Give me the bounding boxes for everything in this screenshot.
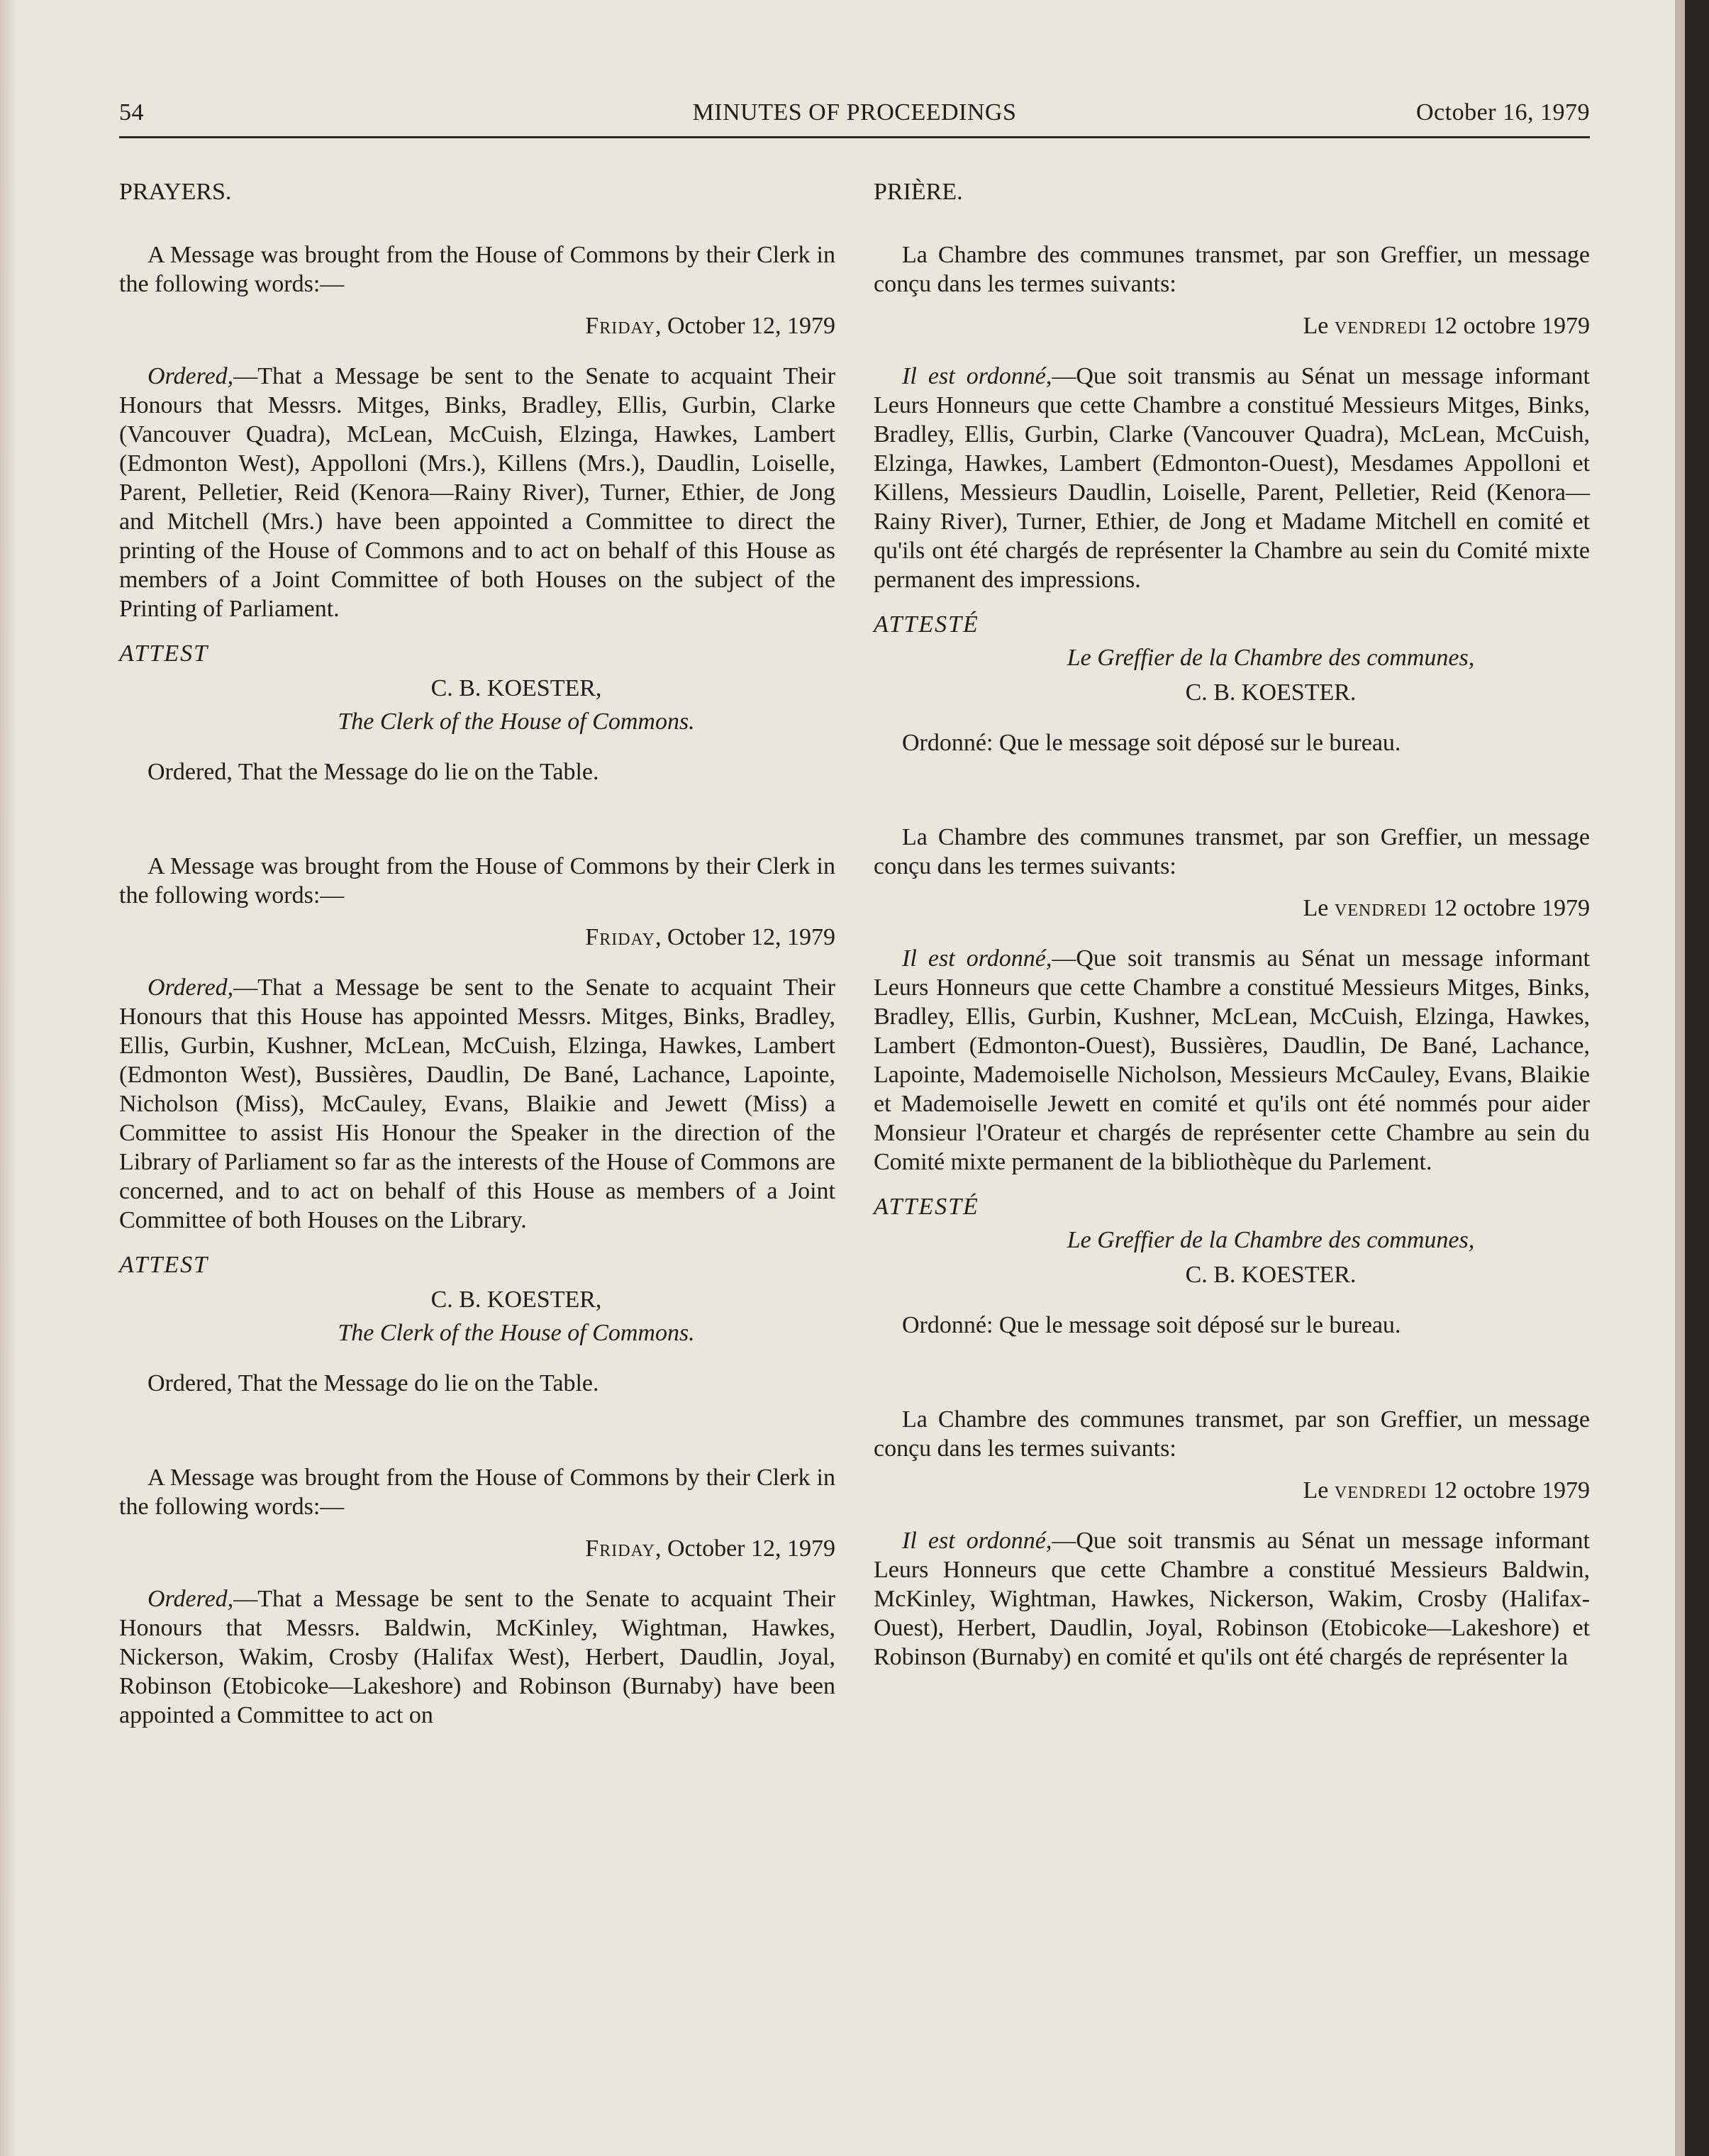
ordered-tabled: Ordonné: Que le message soit déposé sur le bureau. <box>902 1312 1401 1338</box>
message-intro: La Chambre des communes transmet, par son Greffier, un message conçu dans les termes suivants: <box>874 824 1590 879</box>
dateline-date: 12 octobre 1979 <box>1427 313 1590 339</box>
signer-name: C. B. KOESTER. <box>1185 679 1357 706</box>
signer-title: Le Greffier de la Chambre des communes, <box>1067 1227 1475 1253</box>
page-left-edge <box>0 0 17 2156</box>
page-header <box>119 99 1590 139</box>
dateline-le: Le <box>1303 1477 1335 1504</box>
attest-label: ATTEST <box>119 1252 209 1278</box>
message-intro: La Chambre des communes transmet, par son Greffier, un message conçu dans les termes suivants: <box>874 242 1590 297</box>
signer-name: C. B. KOESTER, <box>430 675 602 701</box>
resolution-lead: Ordered, <box>147 974 234 1001</box>
message-block-3-fr <box>874 1405 1590 1672</box>
message-block-2-fr <box>874 823 1590 1340</box>
spacer <box>874 757 1590 823</box>
dateline-day: vendredi <box>1334 1477 1427 1504</box>
message-intro: A Message was brought from the House of Commons by their Clerk in the following words:— <box>119 853 835 908</box>
resolution-body: —Que soit transmis au Sénat un message informant Leurs Honneurs que cette Chambre a constitué Messieurs Baldwin, McKinley, Wightman, Hawkes, Nickerson, Wakim, Crosby (Halifax-Ouest), Herbert, Daudlin, Joyal, Robinson (Etobicoke—Lakeshore) et Robinson (Burnaby) en comité et qu'ils ont été chargés de représenter la <box>874 1528 1590 1670</box>
dateline-date: , October 12, 1979 <box>655 924 835 950</box>
dateline-day: Friday <box>585 1535 655 1562</box>
header-rule <box>119 136 1590 138</box>
page-binding-shadow <box>1675 0 1685 2156</box>
english-column <box>119 170 835 1730</box>
dateline <box>874 1476 1590 1505</box>
dateline-date: , October 12, 1979 <box>655 313 835 339</box>
attest-label: ATTESTÉ <box>874 611 979 638</box>
dateline-day: vendredi <box>1334 313 1427 339</box>
resolution-text <box>119 973 835 1235</box>
resolution-body: —That a Message be sent to the Senate to acquaint Their Honours that Messrs. Mitges, Binks, Bradley, Ellis, Gurbin, Clarke (Vancouver Quadra), McLean, McCuish, Elzinga, Hawkes, Lambert (Edmonton West), Appolloni (Mrs.), Killens (Mrs.), Daudlin, Loiselle, Parent, Pelletier, Reid (Kenora—Rainy River), Turner, Ethier, de Jong and Mitchell (Mrs.) have been appointed a Committee to direct the printing of the House of Commons and to act on behalf of this House as members of a Joint Committee of both Houses on the subject of the Printing of Parliament. <box>119 363 835 622</box>
resolution-text <box>119 362 835 623</box>
message-block-3-en <box>119 1463 835 1730</box>
resolution-body: —Que soit transmis au Sénat un message informant Leurs Honneurs que cette Chambre a constitué Messieurs Mitges, Binks, Bradley, Ellis, Gurbin, Clarke (Vancouver Quadra), McLean, McCuish, Elzinga, Hawkes, Lambert (Edmonton-Ouest), Mesdames Appolloni et Killens, Messieurs Daudlin, Loiselle, Parent, Pelletier, Reid (Kenora—Rainy River), Turner, Ethier, de Jong et Madame Mitchell en comité et qu'ils ont été chargés de représenter la Chambre au sein du Comité mixte permanent des impressions. <box>874 363 1590 593</box>
dateline-date: 12 octobre 1979 <box>1427 895 1590 921</box>
dateline <box>874 894 1590 923</box>
resolution-text <box>874 1526 1590 1672</box>
resolution-text <box>874 944 1590 1177</box>
dateline <box>874 311 1590 340</box>
spacer <box>119 1398 835 1463</box>
message-block-1-fr <box>874 240 1590 757</box>
message-intro: A Message was brought from the House of Commons by their Clerk in the following words:— <box>119 1465 835 1520</box>
resolution-lead: Ordered, <box>147 1586 234 1612</box>
message-block-1-en <box>119 240 835 787</box>
dateline <box>119 923 835 952</box>
resolution-body: —Que soit transmis au Sénat un message informant Leurs Honneurs que cette Chambre a constitué Messieurs Mitges, Binks, Bradley, Ellis, Gurbin, Kushner, McLean, McCuish, Elzinga, Hawkes, Lambert (Edmonton-Ouest), Bussières, Daudlin, De Bané, Lachance, Lapointe, Mademoiselle Nicholson, Messieurs McCauley, Evans, Blaikie et Mademoiselle Jewett en comité et qu'ils ont été nommés pour aider Monsieur l'Orateur et chargés de représenter cette Chambre au sein du Comité mixte permanent de la bibliothèque du Parlement. <box>874 945 1590 1175</box>
dateline-day: vendredi <box>1334 895 1427 921</box>
resolution-text <box>119 1584 835 1730</box>
resolution-lead: Il est ordonné, <box>902 1528 1052 1554</box>
ordered-tabled: Ordered, That the Message do lie on the Table. <box>147 1370 599 1396</box>
french-column <box>874 170 1590 1672</box>
dateline-day: Friday <box>585 313 655 339</box>
attest-label: ATTESTÉ <box>874 1194 979 1220</box>
signer-name: C. B. KOESTER, <box>430 1287 602 1313</box>
dateline-le: Le <box>1303 313 1335 339</box>
ordered-tabled: Ordonné: Que le message soit déposé sur le bureau. <box>902 730 1401 756</box>
message-intro: La Chambre des communes transmet, par son Greffier, un message conçu dans les termes suivants: <box>874 1406 1590 1462</box>
dateline <box>119 1534 835 1563</box>
signer-name: C. B. KOESTER. <box>1185 1262 1357 1288</box>
resolution-text <box>874 362 1590 594</box>
dateline-day: Friday <box>585 924 655 950</box>
resolution-body: —That a Message be sent to the Senate to acquaint Their Honours that this House has appointed Messrs. Mitges, Binks, Bradley, Ellis, Gurbin, Kushner, McLean, McCuish, Elzinga, Hawkes, Lambert (Edmonton West), Bussières, Daudlin, De Bané, Lachance, Lapointe, Nicholson (Miss), McCauley, Evans, Blaikie and Jewett (Miss) a Committee to assist His Honour the Speaker in the direction of the Library of Parliament so far as the interests of the House of Commons are concerned, and to act on behalf of this House as members of a Joint Committee of both Houses on the Library. <box>119 974 835 1233</box>
signer-title: Le Greffier de la Chambre des communes, <box>1067 645 1475 671</box>
ordered-tabled: Ordered, That the Message do lie on the Table. <box>147 759 599 785</box>
running-title: MINUTES OF PROCEEDINGS <box>692 99 1017 126</box>
dateline-le: Le <box>1303 895 1335 921</box>
resolution-lead: Il est ordonné, <box>902 945 1052 972</box>
prayers-heading: PRAYERS. <box>119 179 232 205</box>
dateline <box>119 311 835 340</box>
signer-title: The Clerk of the House of Commons. <box>338 709 695 735</box>
page-number: 54 <box>119 99 144 126</box>
resolution-lead: Il est ordonné, <box>902 363 1052 389</box>
page-right-edge <box>1685 0 1709 2156</box>
resolution-body: —That a Message be sent to the Senate to acquaint Their Honours that Messrs. Baldwin, McKinley, Wightman, Hawkes, Nickerson, Wakim, Crosby (Halifax West), Herbert, Daudlin, Joyal, Robinson (Etobicoke—Lakeshore) and Robinson (Burnaby) have been appointed a Committee to act on <box>119 1586 835 1728</box>
attest-label: ATTEST <box>119 640 209 667</box>
message-intro: A Message was brought from the House of Commons by their Clerk in the following words:— <box>119 242 835 297</box>
priere-heading: PRIÈRE. <box>874 179 963 205</box>
dateline-date: , October 12, 1979 <box>655 1535 835 1562</box>
spacer <box>119 787 835 852</box>
resolution-lead: Ordered, <box>147 363 234 389</box>
header-date: October 16, 1979 <box>1415 99 1590 126</box>
message-block-2-en <box>119 852 835 1398</box>
dateline-date: 12 octobre 1979 <box>1427 1477 1590 1504</box>
signer-title: The Clerk of the House of Commons. <box>338 1320 695 1346</box>
spacer <box>874 1340 1590 1405</box>
